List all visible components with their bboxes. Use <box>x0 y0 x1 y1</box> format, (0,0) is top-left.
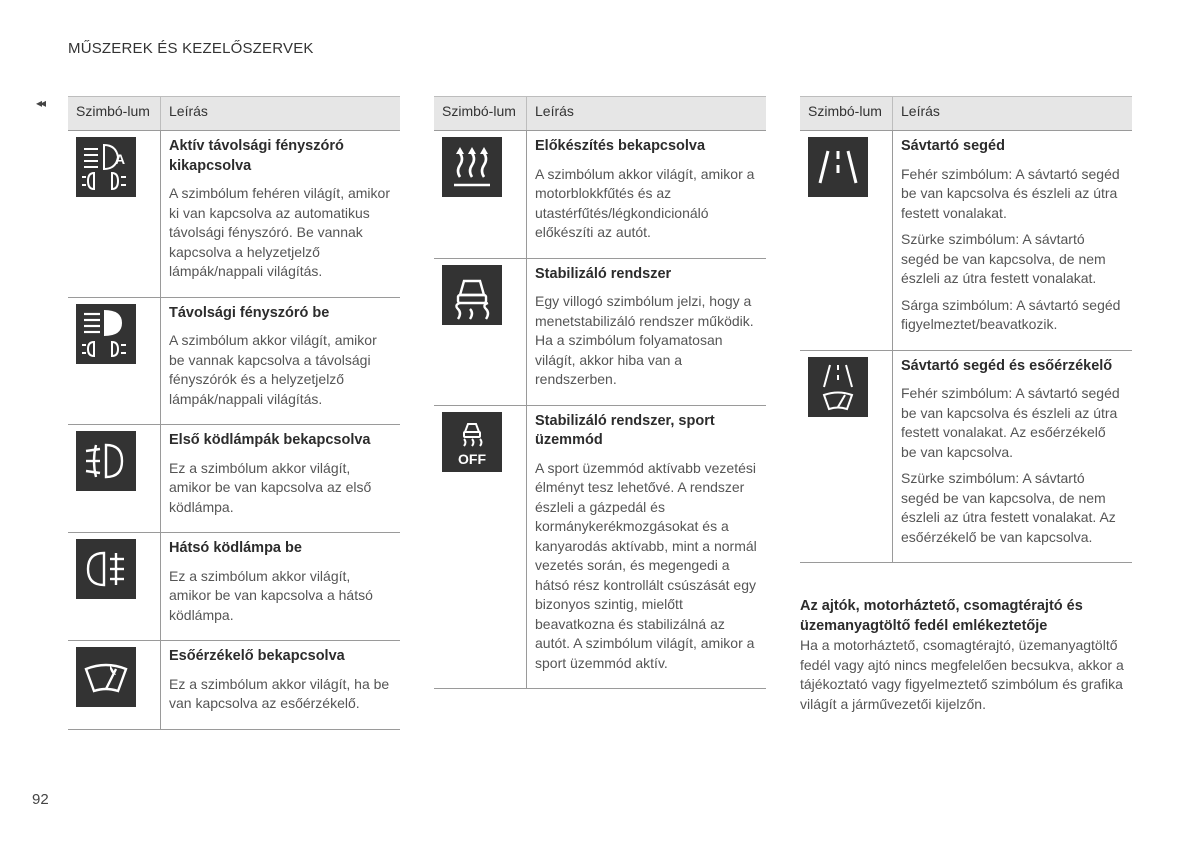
item-title: Előkészítés bekapcsolva <box>535 138 706 154</box>
header-description: Leírás <box>893 97 1133 131</box>
symbol-table-1 <box>68 96 400 730</box>
item-description: Sárga szimbólum: A sávtartó segéd figyelmeztet/beavatkozik. <box>901 296 1121 332</box>
table-row <box>68 641 400 730</box>
item-description: A szimbólum fehéren világít, amikor ki van kapcsolva az automatikus távolsági fényszóró. Be vannak kapcsolva a helyzetjelző lámpák/nappali világítás. <box>169 185 390 279</box>
page-header: MŰSZEREK ÉS KEZELŐSZERVEK <box>68 40 314 57</box>
item-description: Ez a szimbólum akkor világít, ha be van kapcsolva az esőérzékelő. <box>169 675 390 711</box>
item-title: Első ködlámpák bekapcsolva <box>169 432 371 448</box>
off-label: OFF <box>458 450 486 467</box>
item-description: Fehér szimbólum: A sávtartó segéd be van kapcsolva és észleli az útra festett vonalakat. Az esőérzékelő be van kapcsolva. <box>901 385 1120 460</box>
item-title: Stabilizáló rendszer, sport üzemmód <box>535 412 715 448</box>
item-title: Hátsó ködlámpa be <box>169 540 302 556</box>
stability-off-icon <box>442 412 502 472</box>
item-description: Ez a szimbólum akkor világít, amikor be van kapcsolva a hátsó ködlámpa. <box>169 567 373 623</box>
table-row <box>434 258 766 405</box>
item-description: Szürke szimbólum: A sávtartó segéd be van kapcsolva, de nem észleli az útra festett vonalakat. Az esőérzékelő be van kapcsolva. <box>901 470 1116 545</box>
item-description: Szürke szimbólum: A sávtartó segéd be van kapcsolva, de nem észleli az útra festett vonalakat. <box>901 231 1106 286</box>
reminder-heading: Az ajtók, motorháztető, csomagtérajtó és üzemanyagtöltő fedél emlékeztetője <box>800 598 1083 634</box>
auto-high-beam-off-icon <box>76 137 136 197</box>
table-row <box>68 297 400 425</box>
rear-fog-light-icon <box>76 539 136 599</box>
header-symbol: Szimbó-lum <box>800 97 893 131</box>
item-description: Ez a szimbólum akkor világít, amikor be van kapcsolva az első ködlámpa. <box>169 459 372 515</box>
high-beam-icon <box>76 304 136 364</box>
item-description: Fehér szimbólum: A sávtartó segéd be van kapcsolva és észleli az útra festett vonalakat. <box>901 165 1120 221</box>
table-row <box>68 425 400 533</box>
item-description: A szimbólum akkor világít, amikor a motorblokkfűtés és az utastérfűtés/légkondicionáló előkészíti az autót. <box>535 165 755 240</box>
item-title: Aktív távolsági fényszóró kikapcsolva <box>169 138 344 174</box>
table-row <box>68 131 400 298</box>
symbol-table-2 <box>434 96 766 689</box>
table-row <box>434 405 766 689</box>
preconditioning-icon <box>442 137 502 197</box>
item-title: Stabilizáló rendszer <box>535 265 672 282</box>
item-description: A szimbólum akkor világít, amikor be vannak kapcsolva a távolsági fényszórók és a helyzetjelző lámpák/nappali világítás. <box>169 332 377 407</box>
header-description: Leírás <box>527 97 767 131</box>
page-number: 92 <box>32 791 49 808</box>
table-row <box>68 533 400 641</box>
item-title: Sávtartó segéd és esőérzékelő <box>901 357 1113 374</box>
lane-keeping-icon <box>808 137 868 197</box>
stability-control-icon <box>442 265 502 325</box>
table-header <box>68 97 400 131</box>
lane-keeping-rain-sensor-icon <box>808 357 868 417</box>
item-description: Egy villogó szimbólum jelzi, hogy a menetstabilizáló rendszer működik. Ha a szimbólum folyamatosan világít, akkor hiba van a rendszerben. <box>535 293 754 387</box>
rain-sensor-icon <box>76 647 136 707</box>
header-description: Leírás <box>161 97 401 131</box>
reminder-body: Ha a motorháztető, csomagtérajtó, üzemanyagtöltő fedél vagy ajtó nincs megfelelően becsukva, akkor a tájékoztató vagy figyelmeztető szimbólum és grafika világít a járművezetői kijelzőn. <box>800 637 1124 712</box>
table-row <box>434 131 766 259</box>
table-header <box>434 97 766 131</box>
item-title: Távolsági fényszóró be <box>169 304 330 321</box>
symbol-table-3 <box>800 96 1132 563</box>
item-description: A sport üzemmód aktívabb vezetési élményt tesz lehetővé. A rendszer észleli a gázpedál és kormánykerékmozgásokat és a kanyarodás aktívabb, mint a normál vezetés során, és megengedi a hátsó rész kontrollált csúszását egy bizonyos szintig, mielőtt beavatkozna és stabilizálná az autót. A szimbólum világít, amikor a sport üzemmód aktív. <box>535 459 757 671</box>
header-symbol: Szimbó-lum <box>434 97 527 131</box>
item-title: Sávtartó segéd <box>901 138 1005 154</box>
header-symbol: Szimbó-lum <box>68 97 161 131</box>
item-title: Esőérzékelő bekapcsolva <box>169 648 345 664</box>
back-arrows-icon[interactable]: ◂◂ <box>36 96 45 110</box>
table-row <box>800 350 1132 563</box>
table-header <box>800 97 1132 131</box>
reminder-section <box>800 597 1126 714</box>
table-row <box>800 131 1132 351</box>
front-fog-light-icon <box>76 431 136 491</box>
svg-text:A: A <box>115 151 126 167</box>
